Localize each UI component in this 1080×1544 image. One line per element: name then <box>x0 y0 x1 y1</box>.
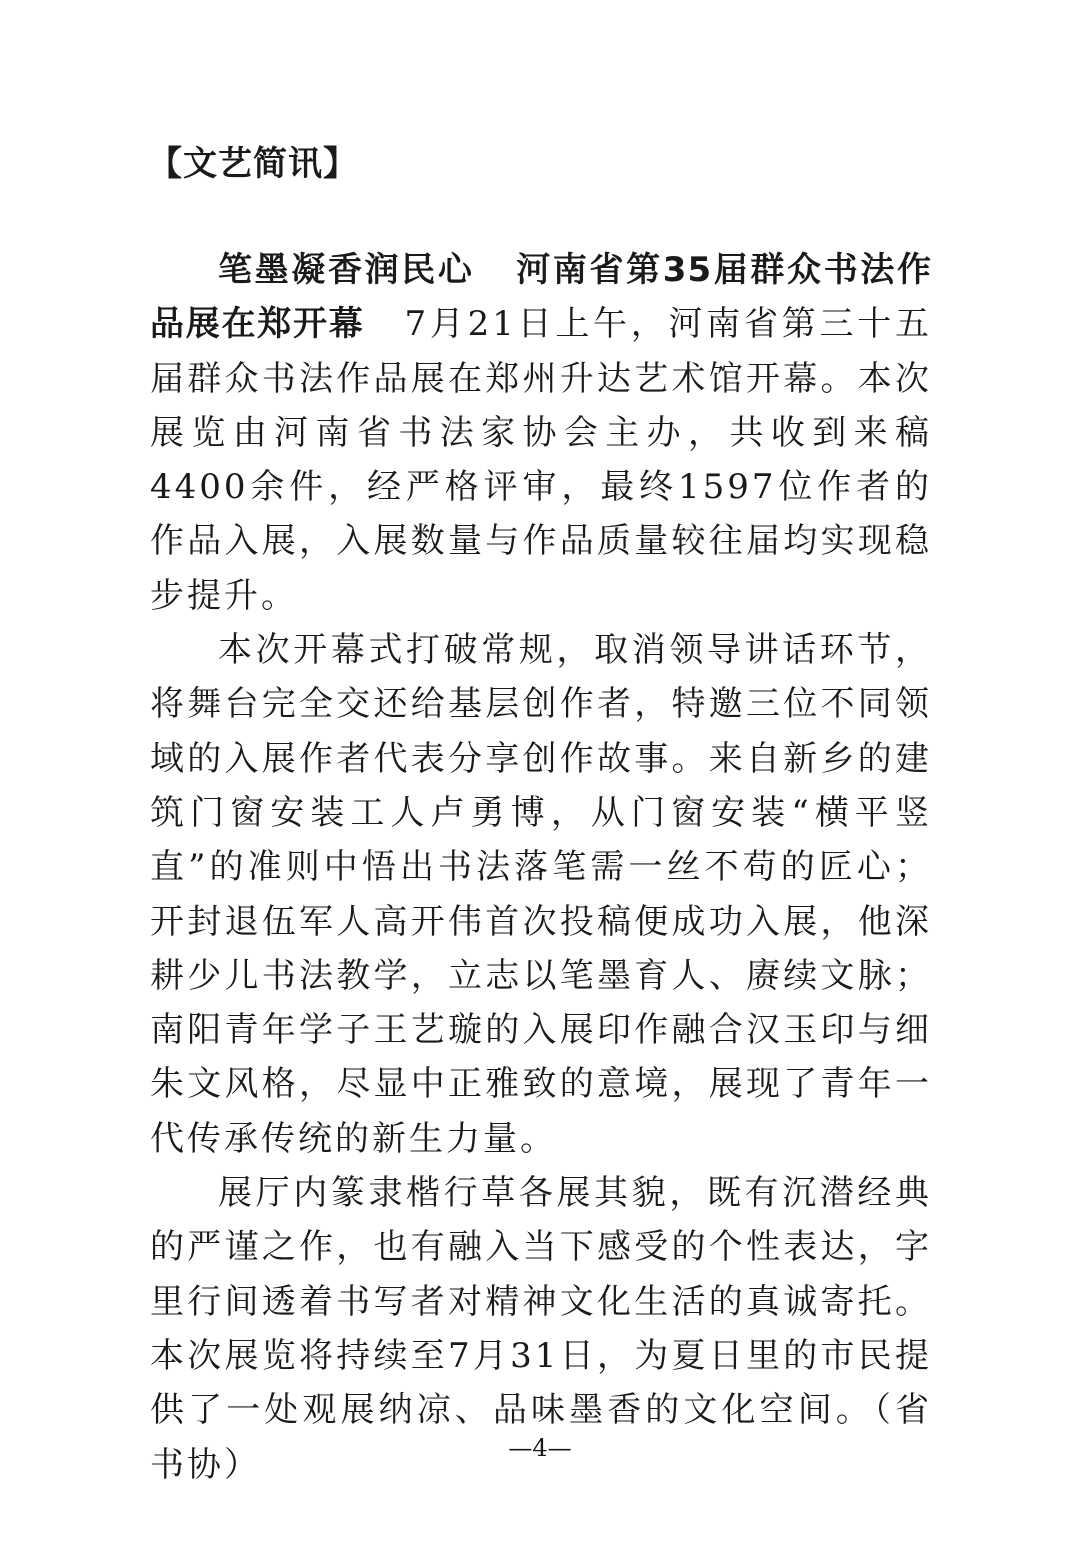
paragraph-1-body: 7月21日上午，河南省第三十五届群众书法作品展在郑州升达艺术馆开幕。本次展览由河南省书法家协会主办，共收到来稿4400余件，经严格评审，最终1597位作者的作品入展，入展数量与作品质量较往届均实现稳步提升。 <box>150 304 932 616</box>
paragraph-2: 本次开幕式打破常规，取消领导讲话环节，将舞台完全交还给基层创作者，特邀三位不同领域的入展作者代表分享创作故事。来自新乡的建筑门窗安装工人卢勇博，从门窗安装“横平竖直”的准则中悟出书法落笔需一丝不苟的匠心；开封退伍军人高开伟首次投稿便成功入展，他深耕少儿书法教学，立志以笔墨育人、赓续文脉；南阳青年学子王艺璇的入展印作融合汉玉印与细朱文风格，尽显中正雅致的意境，展现了青年一代传承传统的新生力量。 <box>150 630 932 1159</box>
page-number: —4— <box>508 1434 572 1462</box>
paragraph-1 <box>150 243 932 623</box>
headline-part-1: 笔墨凝香润民心 <box>218 250 475 290</box>
headline-part-2: 河南省第35届群众书法作品展在郑开幕 <box>150 250 932 345</box>
section-label: 【文艺简讯】 <box>148 144 358 184</box>
paragraph-3: 展厅内篆隶楷行草各展其貌，既有沉潜经典的严谨之作，也有融入当下感受的个性表达，字里行间透着书写者对精神文化生活的真诚寄托。本次展览将持续至7月31日，为夏日里的市民提供了一处观展纳凉、品味墨香的文化空间。（省书协） <box>150 1173 932 1485</box>
news-article <box>150 243 932 1492</box>
